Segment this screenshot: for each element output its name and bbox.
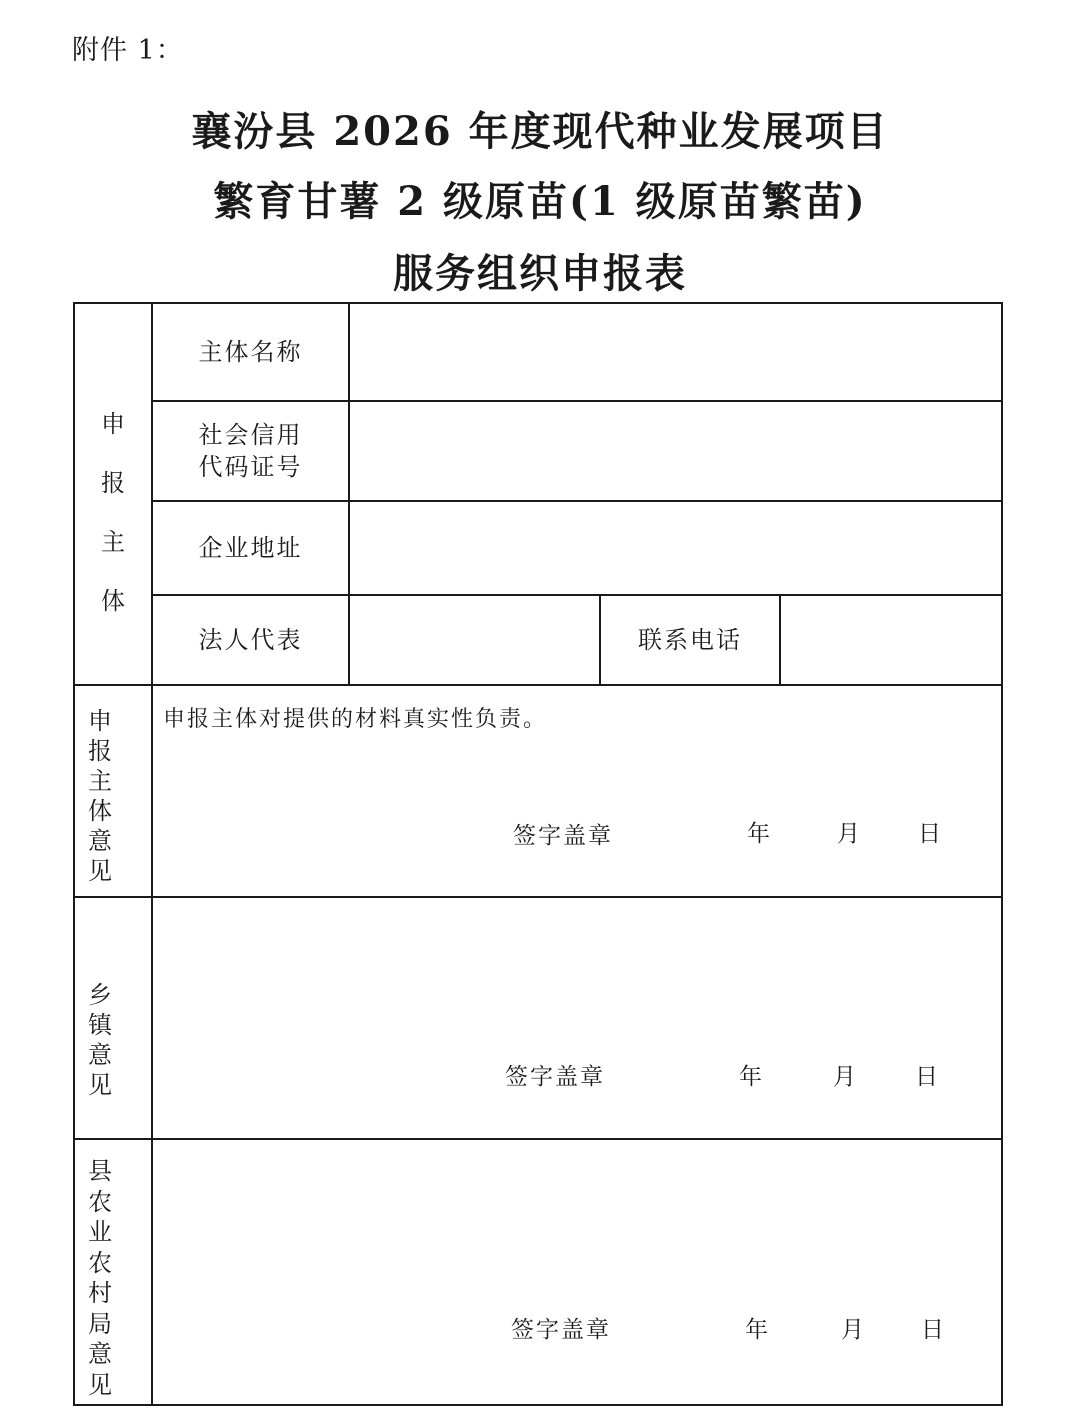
applicant-month-label: 月: [837, 821, 862, 847]
applicant-year-label: 年: [747, 821, 772, 847]
county-month-label: 月: [841, 1317, 866, 1343]
label-legal-rep: 法人代表: [198, 626, 303, 654]
section-label-county-opinion: 县 农 业 农 村 局 意 见: [88, 1157, 112, 1399]
label-credit-code: 社会信用 代码证号: [198, 421, 303, 481]
applicant-day-label: 日: [918, 821, 943, 847]
field-phone[interactable]: [781, 596, 1003, 684]
section-label-applicant-opinion: 申 报 主 体 意 见: [88, 707, 112, 885]
attachment-label: 附件 1：: [72, 35, 184, 66]
section-label-township-opinion: 乡 镇 意 见: [88, 981, 112, 1099]
title-line-2: 繁育甘薯 2 级原苗(1 级原苗繁苗): [213, 178, 867, 225]
label-phone: 联系电话: [638, 626, 742, 654]
divider: [75, 1138, 1003, 1140]
section-label-applicant: 申 报 主 体: [101, 410, 125, 615]
county-day-label: 日: [921, 1317, 946, 1343]
label-entity-name: 主体名称: [198, 338, 303, 366]
title-line-3: 服务组织申报表: [393, 250, 687, 297]
field-address[interactable]: [350, 502, 1003, 594]
field-entity-name[interactable]: [350, 304, 1003, 400]
divider: [75, 684, 1003, 686]
label-address: 企业地址: [198, 534, 303, 562]
field-legal-rep[interactable]: [350, 596, 599, 684]
county-year-label: 年: [745, 1317, 770, 1343]
township-sign-label: 签字盖章: [505, 1064, 605, 1090]
title-line-1: 襄汾县 2026 年度现代种业发展项目: [191, 108, 889, 155]
field-credit-code[interactable]: [350, 402, 1003, 500]
county-sign-label: 签字盖章: [511, 1317, 611, 1343]
township-month-label: 月: [833, 1064, 858, 1090]
township-year-label: 年: [739, 1064, 764, 1090]
applicant-sign-label: 签字盖章: [513, 823, 613, 849]
applicant-statement: 申报主体对提供的材料真实性负责。: [163, 707, 548, 732]
divider: [75, 896, 1003, 898]
application-form-table: [73, 302, 1003, 1406]
township-day-label: 日: [915, 1064, 940, 1090]
